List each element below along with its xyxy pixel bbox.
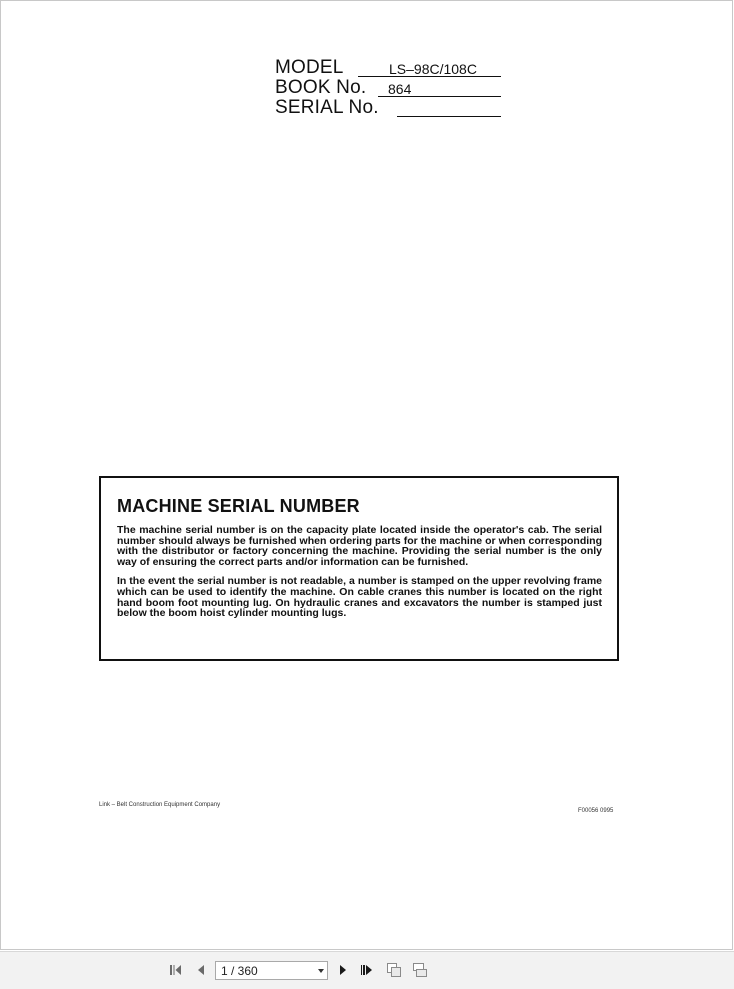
first-page-icon[interactable] — [167, 961, 185, 979]
model-label: MODEL — [275, 57, 344, 78]
footer-code: F00056 0995 — [578, 808, 614, 814]
serial-number-notice-box — [99, 476, 619, 661]
serial-underline — [397, 116, 501, 117]
notice-title: MACHINE SERIAL NUMBER — [117, 496, 360, 516]
last-page-icon[interactable] — [358, 961, 376, 979]
model-value: LS–98C/108C — [389, 61, 477, 77]
next-page-icon[interactable] — [334, 961, 352, 979]
page-number-text: 1 / 360 — [221, 964, 258, 978]
book-value: 864 — [388, 81, 412, 97]
page-dropdown-icon[interactable] — [318, 969, 324, 973]
page-number-field[interactable] — [215, 961, 328, 980]
previous-page-icon[interactable] — [192, 961, 210, 979]
two-page-view-icon[interactable] — [411, 961, 429, 979]
footer-company: Link – Belt Construction Equipment Company — [99, 802, 221, 808]
page-navigation-toolbar — [0, 951, 734, 989]
notice-paragraph-1: The machine serial number is on the capacity plate located inside the operator's cab. The serial number should always be furnished when ordering parts for the machine or when corresponding with the distributor or factory concerning the machine. Providing the serial number is the only way of ensuring the correct parts and/or information can be furnished. — [117, 524, 602, 568]
serial-label: SERIAL No. — [275, 97, 379, 118]
single-page-view-icon[interactable] — [385, 961, 403, 979]
notice-paragraph-2: In the event the serial number is not readable, a number is stamped on the upper revolving frame which can be used to identify the machine. On cable cranes this number is located on the right hand boom foot mounting lug. On hydraulic cranes and excavators the number is stamped just below the boom hoist cylinder mounting lugs. — [117, 575, 602, 620]
book-label: BOOK No. — [275, 77, 367, 98]
